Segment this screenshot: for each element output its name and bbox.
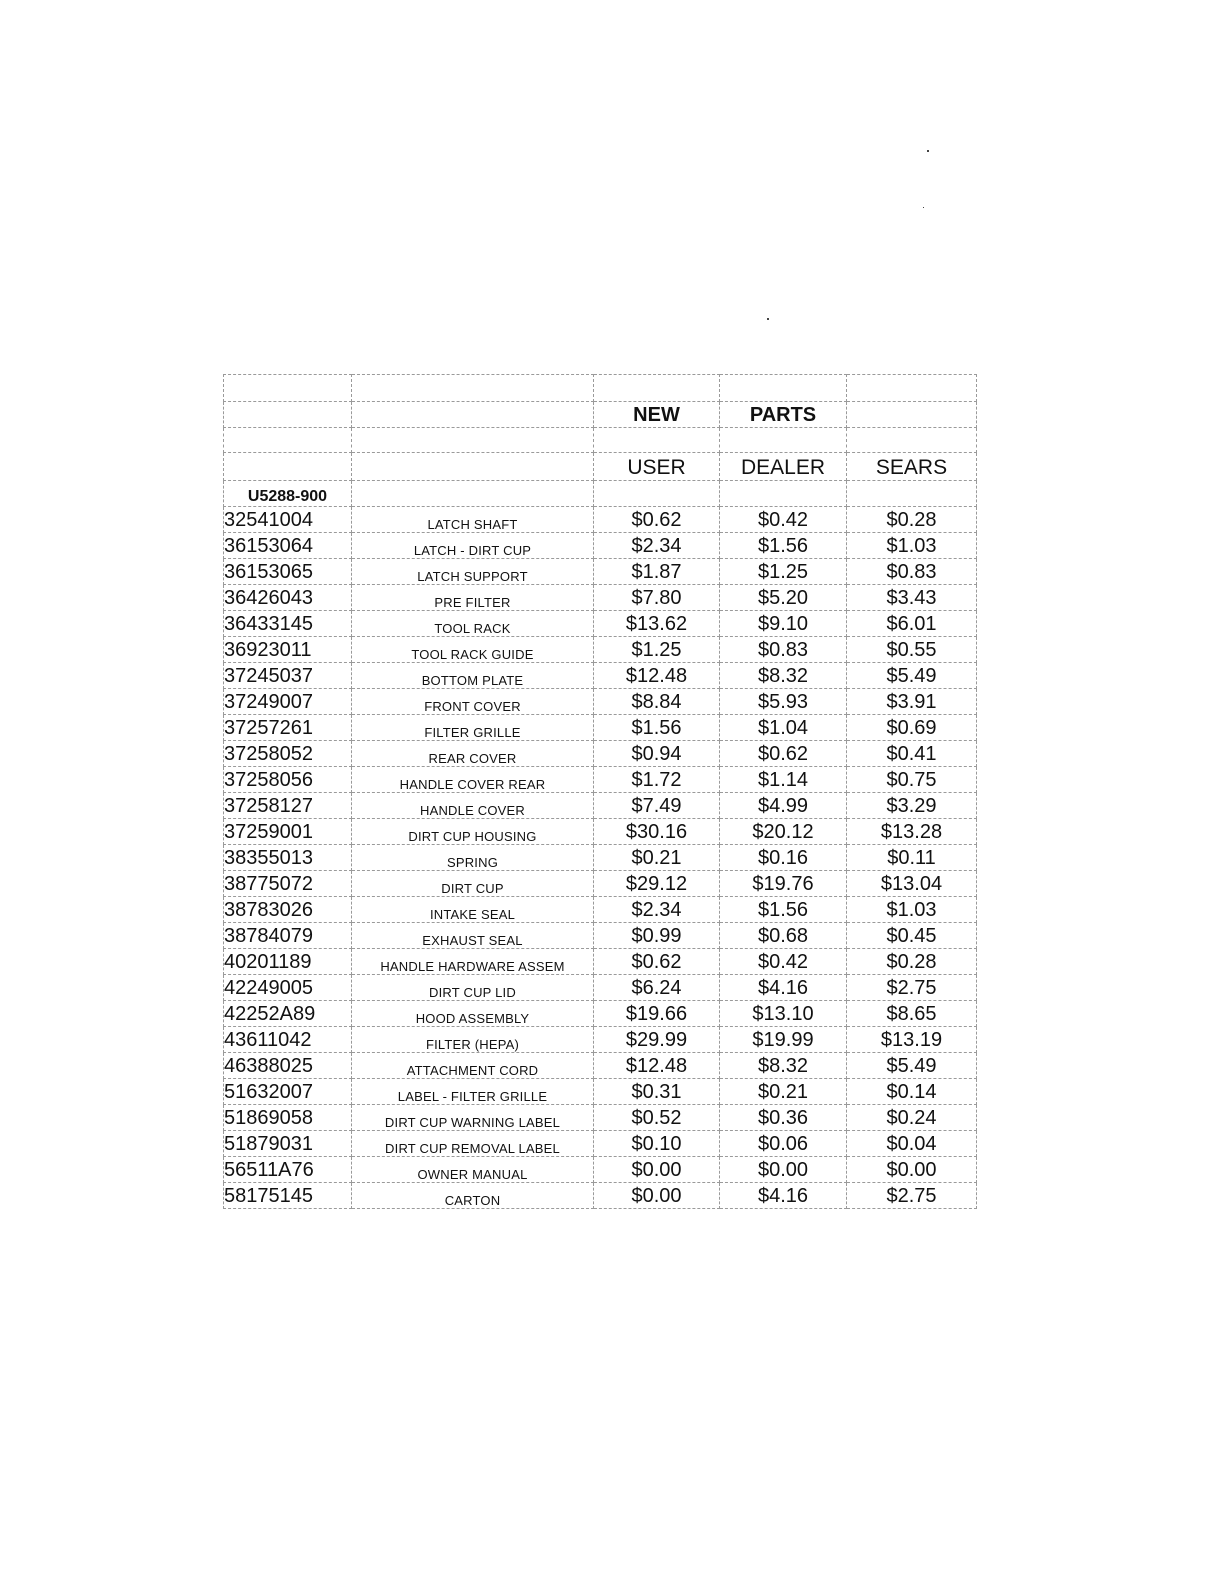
user-price-cell: $19.66 [594, 1001, 720, 1027]
part-number-cell: 51632007 [224, 1079, 352, 1105]
sears-price-cell: $0.41 [847, 741, 977, 767]
blank-row [224, 375, 977, 402]
sears-price-cell: $0.11 [847, 845, 977, 871]
user-price-cell: $0.00 [594, 1157, 720, 1183]
dealer-price-cell: $0.42 [720, 949, 847, 975]
user-price-cell: $1.25 [594, 637, 720, 663]
table-row [224, 793, 977, 819]
dealer-price-cell: $9.10 [720, 611, 847, 637]
table-row [224, 1027, 977, 1053]
table-row [224, 585, 977, 611]
description-cell: FILTER (HEPA) [352, 1027, 594, 1053]
sears-price-cell: $0.28 [847, 507, 977, 533]
dealer-price-cell: $1.25 [720, 559, 847, 585]
part-number-cell: 37258056 [224, 767, 352, 793]
empty-cell [847, 402, 977, 428]
part-number-cell: 40201189 [224, 949, 352, 975]
dealer-price-cell: $5.93 [720, 689, 847, 715]
blank-row [224, 428, 977, 453]
description-cell: LATCH - DIRT CUP [352, 533, 594, 559]
part-number-cell: 37257261 [224, 715, 352, 741]
part-number-cell: 37258127 [224, 793, 352, 819]
dealer-price-cell: $0.00 [720, 1157, 847, 1183]
dealer-price-cell: $0.06 [720, 1131, 847, 1157]
empty-cell [224, 453, 352, 481]
description-cell: DIRT CUP LID [352, 975, 594, 1001]
empty-cell [594, 375, 720, 402]
sears-price-cell: $5.49 [847, 663, 977, 689]
table-row [224, 637, 977, 663]
sears-price-cell: $13.28 [847, 819, 977, 845]
header-column-row [224, 453, 977, 481]
user-price-cell: $0.62 [594, 507, 720, 533]
dealer-price-cell: $4.16 [720, 975, 847, 1001]
table-row [224, 871, 977, 897]
empty-cell [847, 481, 977, 507]
table-row [224, 767, 977, 793]
table-row [224, 1183, 977, 1209]
user-price-cell: $7.49 [594, 793, 720, 819]
description-cell: LABEL - FILTER GRILLE [352, 1079, 594, 1105]
description-cell: HANDLE HARDWARE ASSEM [352, 949, 594, 975]
dealer-price-cell: $0.16 [720, 845, 847, 871]
part-number-cell: 51879031 [224, 1131, 352, 1157]
sears-price-cell: $0.69 [847, 715, 977, 741]
empty-cell [720, 481, 847, 507]
model-number: U5288-900 [224, 481, 352, 507]
dealer-price-cell: $1.56 [720, 533, 847, 559]
user-price-cell: $12.48 [594, 1053, 720, 1079]
user-price-cell: $0.10 [594, 1131, 720, 1157]
dealer-price-cell: $8.32 [720, 663, 847, 689]
table-row [224, 897, 977, 923]
empty-cell [352, 402, 594, 428]
description-cell: LATCH SUPPORT [352, 559, 594, 585]
table-row [224, 819, 977, 845]
table-row [224, 533, 977, 559]
user-price-cell: $0.31 [594, 1079, 720, 1105]
empty-cell [847, 428, 977, 453]
user-price-cell: $0.94 [594, 741, 720, 767]
user-price-cell: $13.62 [594, 611, 720, 637]
sears-price-cell: $0.55 [847, 637, 977, 663]
table-row [224, 741, 977, 767]
dealer-price-cell: $0.36 [720, 1105, 847, 1131]
description-cell: TOOL RACK [352, 611, 594, 637]
sears-price-cell: $1.03 [847, 533, 977, 559]
user-price-cell: $1.56 [594, 715, 720, 741]
description-cell: EXHAUST SEAL [352, 923, 594, 949]
user-price-cell: $6.24 [594, 975, 720, 1001]
dealer-price-cell: $0.62 [720, 741, 847, 767]
user-price-cell: $1.72 [594, 767, 720, 793]
dealer-price-cell: $0.42 [720, 507, 847, 533]
part-number-cell: 51869058 [224, 1105, 352, 1131]
sears-price-cell: $0.00 [847, 1157, 977, 1183]
empty-cell [352, 428, 594, 453]
part-number-cell: 37258052 [224, 741, 352, 767]
user-price-cell: $0.52 [594, 1105, 720, 1131]
table-row [224, 507, 977, 533]
user-price-cell: $29.12 [594, 871, 720, 897]
user-price-cell: $0.21 [594, 845, 720, 871]
table-row [224, 559, 977, 585]
dealer-price-cell: $0.83 [720, 637, 847, 663]
part-number-cell: 42249005 [224, 975, 352, 1001]
sears-price-cell: $0.24 [847, 1105, 977, 1131]
part-number-cell: 36153064 [224, 533, 352, 559]
description-cell: HOOD ASSEMBLY [352, 1001, 594, 1027]
dealer-price-cell: $1.56 [720, 897, 847, 923]
dealer-price-cell: $4.16 [720, 1183, 847, 1209]
description-cell: DIRT CUP REMOVAL LABEL [352, 1131, 594, 1157]
description-cell: FILTER GRILLE [352, 715, 594, 741]
sears-price-cell: $8.65 [847, 1001, 977, 1027]
header-parts: PARTS [720, 402, 847, 428]
description-cell: DIRT CUP [352, 871, 594, 897]
table-row [224, 923, 977, 949]
header-group-row [224, 402, 977, 428]
part-number-cell: 38775072 [224, 871, 352, 897]
sears-price-cell: $2.75 [847, 1183, 977, 1209]
sears-price-cell: $5.49 [847, 1053, 977, 1079]
part-number-cell: 42252A89 [224, 1001, 352, 1027]
user-price-cell: $0.00 [594, 1183, 720, 1209]
description-cell: SPRING [352, 845, 594, 871]
table-row [224, 845, 977, 871]
table-row [224, 1157, 977, 1183]
sears-price-cell: $3.91 [847, 689, 977, 715]
user-price-cell: $0.62 [594, 949, 720, 975]
table-row [224, 1001, 977, 1027]
sears-price-cell: $13.19 [847, 1027, 977, 1053]
description-cell: DIRT CUP HOUSING [352, 819, 594, 845]
sears-price-cell: $0.75 [847, 767, 977, 793]
user-price-cell: $30.16 [594, 819, 720, 845]
table-row [224, 663, 977, 689]
description-cell: HANDLE COVER REAR [352, 767, 594, 793]
table-row [224, 975, 977, 1001]
description-cell: CARTON [352, 1183, 594, 1209]
dealer-price-cell: $0.68 [720, 923, 847, 949]
empty-cell [594, 428, 720, 453]
sears-price-cell: $1.03 [847, 897, 977, 923]
dealer-price-cell: $0.21 [720, 1079, 847, 1105]
description-cell: BOTTOM PLATE [352, 663, 594, 689]
empty-cell [352, 481, 594, 507]
description-cell: OWNER MANUAL [352, 1157, 594, 1183]
part-number-cell: 37249007 [224, 689, 352, 715]
table-row [224, 715, 977, 741]
dealer-price-cell: $1.04 [720, 715, 847, 741]
dealer-price-cell: $4.99 [720, 793, 847, 819]
part-number-cell: 36433145 [224, 611, 352, 637]
empty-cell [352, 375, 594, 402]
table-row [224, 1079, 977, 1105]
user-price-cell: $7.80 [594, 585, 720, 611]
header-new: NEW [594, 402, 720, 428]
empty-cell [720, 375, 847, 402]
sears-price-cell: $0.83 [847, 559, 977, 585]
model-row [224, 481, 977, 507]
description-cell: FRONT COVER [352, 689, 594, 715]
part-number-cell: 38355013 [224, 845, 352, 871]
part-number-cell: 36923011 [224, 637, 352, 663]
part-number-cell: 56511A76 [224, 1157, 352, 1183]
header-user: USER [594, 453, 720, 481]
table-row [224, 689, 977, 715]
sears-price-cell: $0.28 [847, 949, 977, 975]
dealer-price-cell: $1.14 [720, 767, 847, 793]
scan-speck [767, 318, 769, 320]
part-number-cell: 38783026 [224, 897, 352, 923]
sears-price-cell: $2.75 [847, 975, 977, 1001]
sears-price-cell: $3.29 [847, 793, 977, 819]
sears-price-cell: $0.14 [847, 1079, 977, 1105]
user-price-cell: $2.34 [594, 533, 720, 559]
user-price-cell: $8.84 [594, 689, 720, 715]
empty-cell [847, 375, 977, 402]
user-price-cell: $0.99 [594, 923, 720, 949]
dealer-price-cell: $5.20 [720, 585, 847, 611]
table-row [224, 1131, 977, 1157]
part-number-cell: 37245037 [224, 663, 352, 689]
part-number-cell: 32541004 [224, 507, 352, 533]
table-row [224, 949, 977, 975]
part-number-cell: 43611042 [224, 1027, 352, 1053]
sears-price-cell: $6.01 [847, 611, 977, 637]
part-number-cell: 38784079 [224, 923, 352, 949]
empty-cell [594, 481, 720, 507]
user-price-cell: $2.34 [594, 897, 720, 923]
empty-cell [352, 453, 594, 481]
table-row [224, 1105, 977, 1131]
dealer-price-cell: $13.10 [720, 1001, 847, 1027]
empty-cell [720, 428, 847, 453]
parts-price-table [223, 374, 977, 1209]
description-cell: HANDLE COVER [352, 793, 594, 819]
header-sears: SEARS [847, 453, 977, 481]
table-row [224, 611, 977, 637]
sears-price-cell: $3.43 [847, 585, 977, 611]
part-number-cell: 37259001 [224, 819, 352, 845]
header-dealer: DEALER [720, 453, 847, 481]
description-cell: LATCH SHAFT [352, 507, 594, 533]
scan-speck [927, 150, 929, 152]
dealer-price-cell: $8.32 [720, 1053, 847, 1079]
dealer-price-cell: $20.12 [720, 819, 847, 845]
empty-cell [224, 428, 352, 453]
description-cell: ATTACHMENT CORD [352, 1053, 594, 1079]
part-number-cell: 36153065 [224, 559, 352, 585]
description-cell: PRE FILTER [352, 585, 594, 611]
description-cell: REAR COVER [352, 741, 594, 767]
sears-price-cell: $0.04 [847, 1131, 977, 1157]
sears-price-cell: $0.45 [847, 923, 977, 949]
description-cell: TOOL RACK GUIDE [352, 637, 594, 663]
dealer-price-cell: $19.76 [720, 871, 847, 897]
description-cell: DIRT CUP WARNING LABEL [352, 1105, 594, 1131]
user-price-cell: $1.87 [594, 559, 720, 585]
table-row [224, 1053, 977, 1079]
description-cell: INTAKE SEAL [352, 897, 594, 923]
sears-price-cell: $13.04 [847, 871, 977, 897]
part-number-cell: 36426043 [224, 585, 352, 611]
empty-cell [224, 402, 352, 428]
empty-cell [224, 375, 352, 402]
scan-speck [923, 207, 924, 208]
dealer-price-cell: $19.99 [720, 1027, 847, 1053]
part-number-cell: 46388025 [224, 1053, 352, 1079]
part-number-cell: 58175145 [224, 1183, 352, 1209]
user-price-cell: $29.99 [594, 1027, 720, 1053]
user-price-cell: $12.48 [594, 663, 720, 689]
